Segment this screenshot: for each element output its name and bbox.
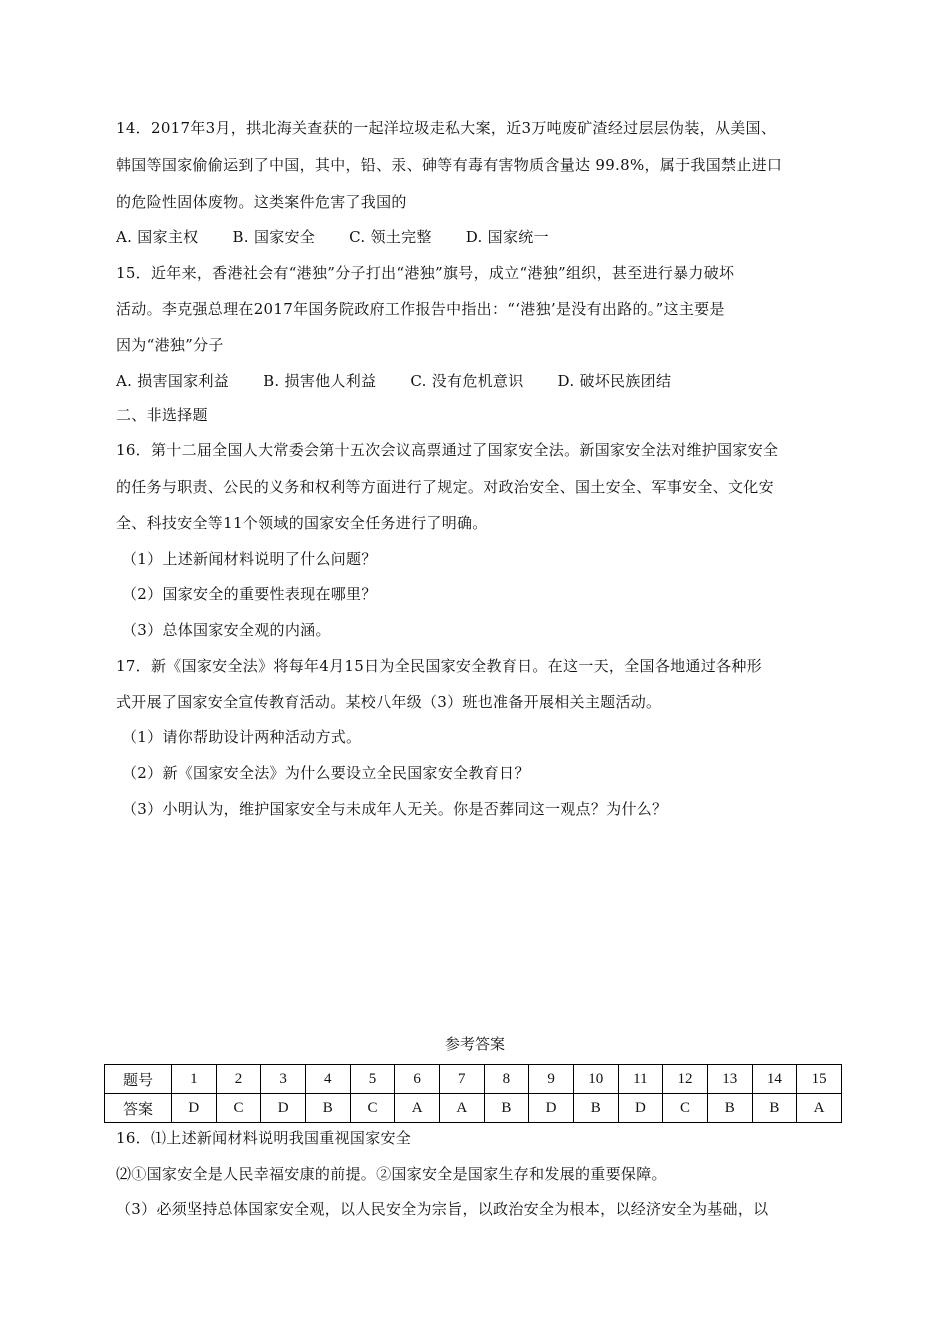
question-number-cell: 6	[395, 1065, 440, 1094]
q16-stem-line-2: 的任务与职责、公民的义务和权利等方面进行了规定。对政治安全、国土安全、军事安全、文化安	[116, 478, 774, 496]
question-number-cell: 13	[707, 1065, 752, 1094]
q17-sub-1: （1）请你帮助设计两种活动方式。	[122, 728, 362, 746]
q14-option-d: D. 国家统一	[465, 228, 549, 246]
q17-stem-line-1: 17．新《国家安全法》将每年4月15日为全民国家安全教育日。在这一天，全国各地通过各种形	[116, 657, 762, 675]
section-heading-non-choice: 二、非选择题	[116, 406, 208, 424]
answer-table-number-row	[105, 1065, 842, 1094]
question-number-cell: 12	[663, 1065, 708, 1094]
question-number-cell: 14	[752, 1065, 797, 1094]
q15-options	[116, 371, 846, 391]
q15-stem-line-2: 活动。李克强总理在2017年国务院政府工作报告中指出：“‘港独’是没有出路的。”这主要是	[116, 300, 725, 318]
number-row-label: 题号	[105, 1065, 172, 1094]
answer-cell: C	[663, 1094, 708, 1123]
q15-option-b: B. 损害他人利益	[263, 372, 377, 390]
answer-cell: D	[261, 1094, 306, 1123]
question-number-cell: 7	[439, 1065, 484, 1094]
q16-sub-1: （1）上述新闻材料说明了什么问题？	[122, 550, 377, 568]
answer-cell: D	[172, 1094, 217, 1123]
q14-options	[116, 227, 846, 247]
q15-stem-line-1: 15．近年来，香港社会有“港独”分子打出“港独”旗号，成立“港独”组织，甚至进行暴力破坏	[116, 264, 735, 282]
question-number-cell: 8	[484, 1065, 529, 1094]
answer16-line-1: 16．⑴上述新闻材料说明我国重视国家安全	[116, 1129, 412, 1147]
answer-cell: B	[707, 1094, 752, 1123]
question-number-cell: 4	[305, 1065, 350, 1094]
answer16-line-3: （3）必须坚持总体国家安全观，以人民安全为宗旨，以政治安全为根本，以经济安全为基础，以	[116, 1200, 769, 1218]
q17-sub-3: （3）小明认为，维护国家安全与未成年人无关。你是否葬同这一观点？为什么？	[122, 800, 668, 818]
question-number-cell: 10	[573, 1065, 618, 1094]
q15-option-a: A. 损害国家利益	[116, 372, 230, 390]
q14-option-a: A. 国家主权	[116, 228, 199, 246]
q14-option-c: C. 领土完整	[349, 228, 432, 246]
answer-table-answer-row	[105, 1094, 842, 1123]
question-number-cell: 2	[216, 1065, 261, 1094]
answer-cell: D	[618, 1094, 663, 1123]
q14-stem-line-1: 14．2017年3月，拱北海关查获的一起洋垃圾走私大案，近3万吨废矿渣经过层层伪装，从美国、	[116, 119, 777, 137]
q15-option-c: C. 没有危机意识	[410, 372, 524, 390]
answer-cell: A	[439, 1094, 484, 1123]
q17-sub-2: （2）新《国家安全法》为什么要设立全民国家安全教育日？	[122, 764, 530, 782]
question-number-cell: 9	[529, 1065, 574, 1094]
q14-stem-line-3: 的危险性固体废物。这类案件危害了我国的	[116, 193, 407, 211]
answer-cell: B	[484, 1094, 529, 1123]
question-number-cell: 1	[172, 1065, 217, 1094]
answer-cell: A	[797, 1094, 842, 1123]
q15-option-d: D. 破坏民族团结	[557, 372, 672, 390]
q16-sub-2: （2）国家安全的重要性表现在哪里？	[122, 585, 377, 603]
answer-cell: B	[752, 1094, 797, 1123]
q14-option-b: B. 国家安全	[232, 228, 316, 246]
answer-cell: B	[573, 1094, 618, 1123]
q14-stem-line-2: 韩国等国家偷偷运到了中国，其中，铅、汞、砷等有毒有害物质含量达 99.8%，属于我国禁止进口	[116, 156, 783, 174]
question-number-cell: 5	[350, 1065, 395, 1094]
answer-cell: D	[529, 1094, 574, 1123]
q16-sub-3: （3）总体国家安全观的内涵。	[122, 621, 331, 639]
answer-key-title: 参考答案	[444, 1035, 505, 1053]
q16-stem-line-1: 16．第十二届全国人大常委会第十五次会议高票通过了国家安全法。新国家安全法对维护国家安全	[116, 441, 779, 459]
q16-stem-line-3: 全、科技安全等11个领域的国家安全任务进行了明确。	[116, 514, 488, 532]
answer-cell: C	[350, 1094, 395, 1123]
answer-key-table	[104, 1064, 842, 1123]
question-number-cell: 11	[618, 1065, 663, 1094]
answer-row-label: 答案	[105, 1094, 172, 1123]
q15-stem-line-3: 因为“港独”分子	[116, 336, 224, 354]
answer16-line-2: ⑵①国家安全是人民幸福安康的前提。②国家安全是国家生存和发展的重要保障。	[116, 1165, 667, 1183]
answer-cell: A	[395, 1094, 440, 1123]
q17-stem-line-2: 式开展了国家安全宣传教育活动。某校八年级（3）班也准备开展相关主题活动。	[116, 693, 662, 711]
answer-cell: B	[305, 1094, 350, 1123]
question-number-cell: 15	[797, 1065, 842, 1094]
question-number-cell: 3	[261, 1065, 306, 1094]
answer-cell: C	[216, 1094, 261, 1123]
